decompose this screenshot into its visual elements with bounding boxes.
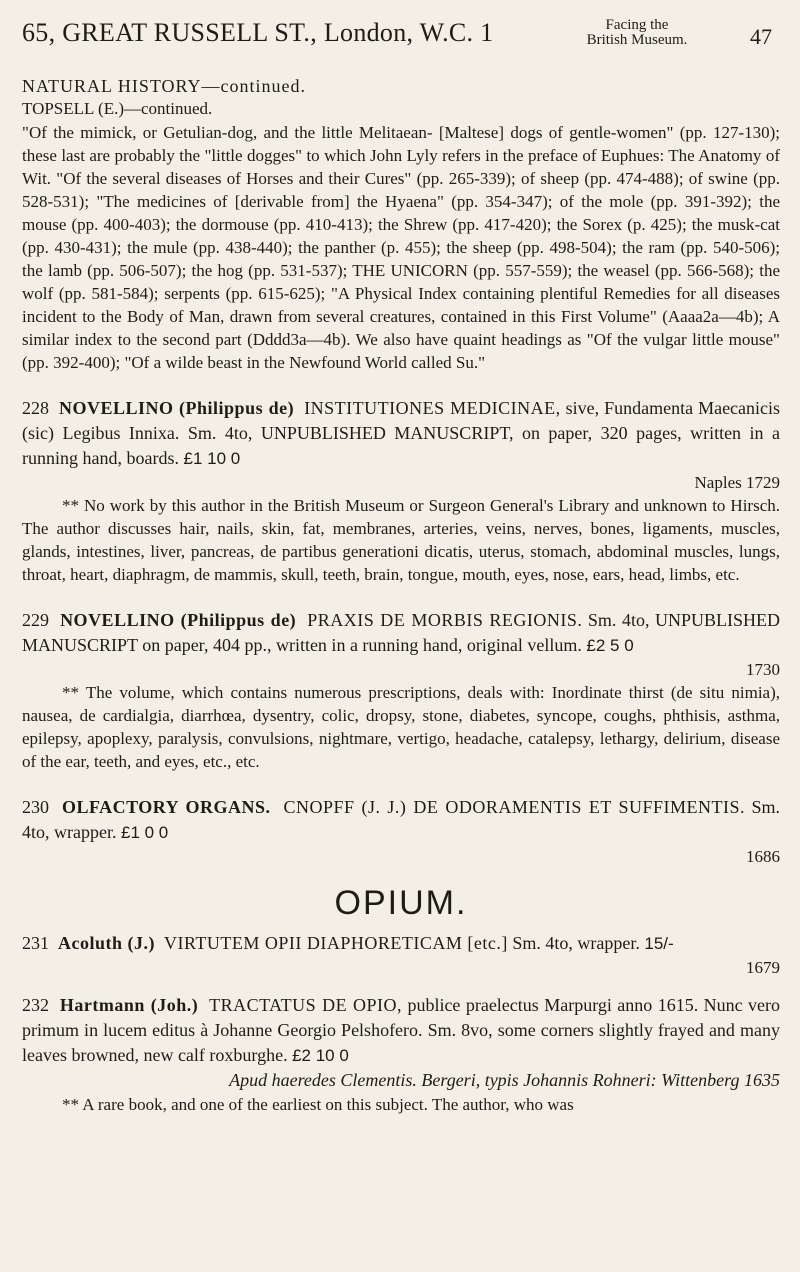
page-number: 47 <box>750 24 772 49</box>
entry-line <box>22 608 780 658</box>
entry-place-date: Naples 1729 <box>694 473 780 492</box>
entry-line <box>22 931 780 956</box>
bookseller-address: 65, GREAT RUSSELL ST., London, W.C. 1 <box>22 18 494 47</box>
entry-number: 230 <box>22 797 49 817</box>
entry-author: Acoluth (J.) <box>58 933 155 953</box>
section-subheading: TOPSELL (E.)—continued. <box>22 99 213 118</box>
entry-title: PRAXIS DE MORBIS REGIONIS. <box>307 610 583 630</box>
entry-title: CNOPFF (J. J.) DE ODORAMENTIS ET SUFFIMENTIS. <box>283 797 746 817</box>
entry-description: sive, Fundamenta Maecanicis (sic) Legibus Innixa. Sm. 4to, UNPUBLISHED MANUSCRIPT, on paper, 320 pages, written in a running hand, boards. <box>22 398 781 468</box>
entry-place-date: 1686 <box>746 847 780 866</box>
entry-number: 229 <box>22 610 49 630</box>
opium-heading: OPIUM. <box>334 884 468 922</box>
catalogue-entry-228 <box>22 396 780 586</box>
entry-description: Sm. 4to, UNPUBLISHED MANUSCRIPT on paper, 404 pp., written in a running hand, original vellum. <box>22 610 780 655</box>
entry-title: TRACTATUS DE OPIO, <box>209 995 403 1015</box>
entry-author: Hartmann (Joh.) <box>59 995 199 1015</box>
entry-place-date: 1679 <box>746 958 780 977</box>
entry-price: 15/- <box>644 934 674 953</box>
entry-note: ** The volume, which contains numerous prescriptions, deals with: Inordinate thirst (de situ nimia), nausea, de cardialgia, diarrhœa, dysentry, colic, dropsy, stone, diabetes, syncope, coughs, phthisis, asthma, epilepsy, apoplexy, paralysis, convulsions, nightmare, vertigo, headache, catalepsy, lethargy, delirium, disease of the ear, teeth, and eyes, etc., etc. <box>22 683 780 771</box>
facing-line2: British Museum. <box>586 32 688 48</box>
catalogue-entry-230 <box>22 795 780 868</box>
catalogue-entry-229 <box>22 608 780 773</box>
entry-number: 232 <box>22 995 49 1015</box>
entry-number: 228 <box>22 398 49 418</box>
section-heading: NATURAL HISTORY—continued. <box>22 76 306 96</box>
entry-author: NOVELLINO (Philippus de) <box>59 398 295 418</box>
entry-price: £1 0 0 <box>120 823 169 842</box>
entry-price: £2 10 0 <box>292 1046 349 1065</box>
entry-title: INSTITUTIONES MEDICINAE, <box>304 398 561 418</box>
entry-description: Sm. 4to, wrapper. <box>512 933 640 953</box>
entry-line <box>22 396 780 471</box>
entry-line <box>22 993 780 1068</box>
entry-number: 231 <box>22 933 49 953</box>
entry-description: Sm. 4to, wrapper. <box>22 797 781 842</box>
facing-note <box>582 18 692 48</box>
entry-price: £1 10 0 <box>183 449 241 468</box>
entry-description: publice praelectus Marpurgi anno 1615. Nunc vero primum in lucem editus à Johanne Georgio Pelshofero. Sm. 8vo, some corners slightly frayed and many leaves browned, new calf roxburghe. <box>22 995 781 1065</box>
entry-note: ** No work by this author in the British Museum or Surgeon General's Library and unknown to Hirsch. The author discusses hair, nails, skin, fat, membranes, arteries, veins, nerves, bones, ligaments, muscles, glands, intestines, liver, pancreas, de partibus generationi dicatis, uterus, stomach, abdominal muscles, lungs, throat, heart, diaphragm, de mammis, skull, teeth, brain, tongue, mouth, eyes, nose, ears, head, limbs, etc. <box>22 496 780 584</box>
entry-place-date: 1730 <box>746 660 780 679</box>
catalogue-entry-231 <box>22 931 780 979</box>
catalogue-entry-232 <box>22 993 780 1116</box>
entry-line <box>22 795 780 845</box>
page-header <box>22 12 780 70</box>
facing-line1: Facing the <box>605 17 669 33</box>
entry-title: VIRTUTEM OPII DIAPHORETICAM [etc.] <box>164 933 508 953</box>
topsell-continued-text: "Of the mimick, or Getulian-dog, and the little Melitaean- [Maltese] dogs of gentle-women" (pp. 127-130); these last are probably the "little dogges" to which John Lyly refers in the preface of Euphues: The Anatomy of Wit. "Of the several diseases of Horses and their Cures" (pp. 265-339); of sheep (pp. 474-488); of swine (pp. 528-531); "The medicines of [derivable from] the Hyaena" (pp. 354-347); of the mole (pp. 391-392); the mouse (pp. 400-403); the dormouse (pp. 410-413); the Shrew (pp. 417-420); the Sorex (p. 425); the musk-cat (pp. 430-431); the mule (pp. 438-440); the panther (p. 455); the sheep (pp. 498-504); the ram (pp. 540-506); the lamb (pp. 506-507); the hog (pp. 531-537); THE UNICORN (pp. 557-559); the weasel (pp. 566-568); the wolf (pp. 581-584); serpents (pp. 615-625); "A Physical Index containing plentiful Remedies for all diseases incident to the Body of Man, drawn from several creatures, contained in this First Volume" (Aaaa2a—4b); A similar index to the second part (Dddd3a—4b). We also have quaint headings as "Of the vulgar little mouse" (pp. 392-400); "Of a wilde beast in the Newfound World called Su." <box>22 123 780 372</box>
entry-imprint: Apud haeredes Clementis. Bergeri, typis Johannis Rohneri: Wittenberg 1635 <box>229 1070 780 1090</box>
entry-price: £2 5 0 <box>586 636 634 655</box>
entry-author: NOVELLINO (Philippus de) <box>60 610 297 630</box>
entry-author: OLFACTORY ORGANS. <box>61 797 271 817</box>
entry-note: ** A rare book, and one of the earliest on this subject. The author, who was <box>62 1095 574 1114</box>
